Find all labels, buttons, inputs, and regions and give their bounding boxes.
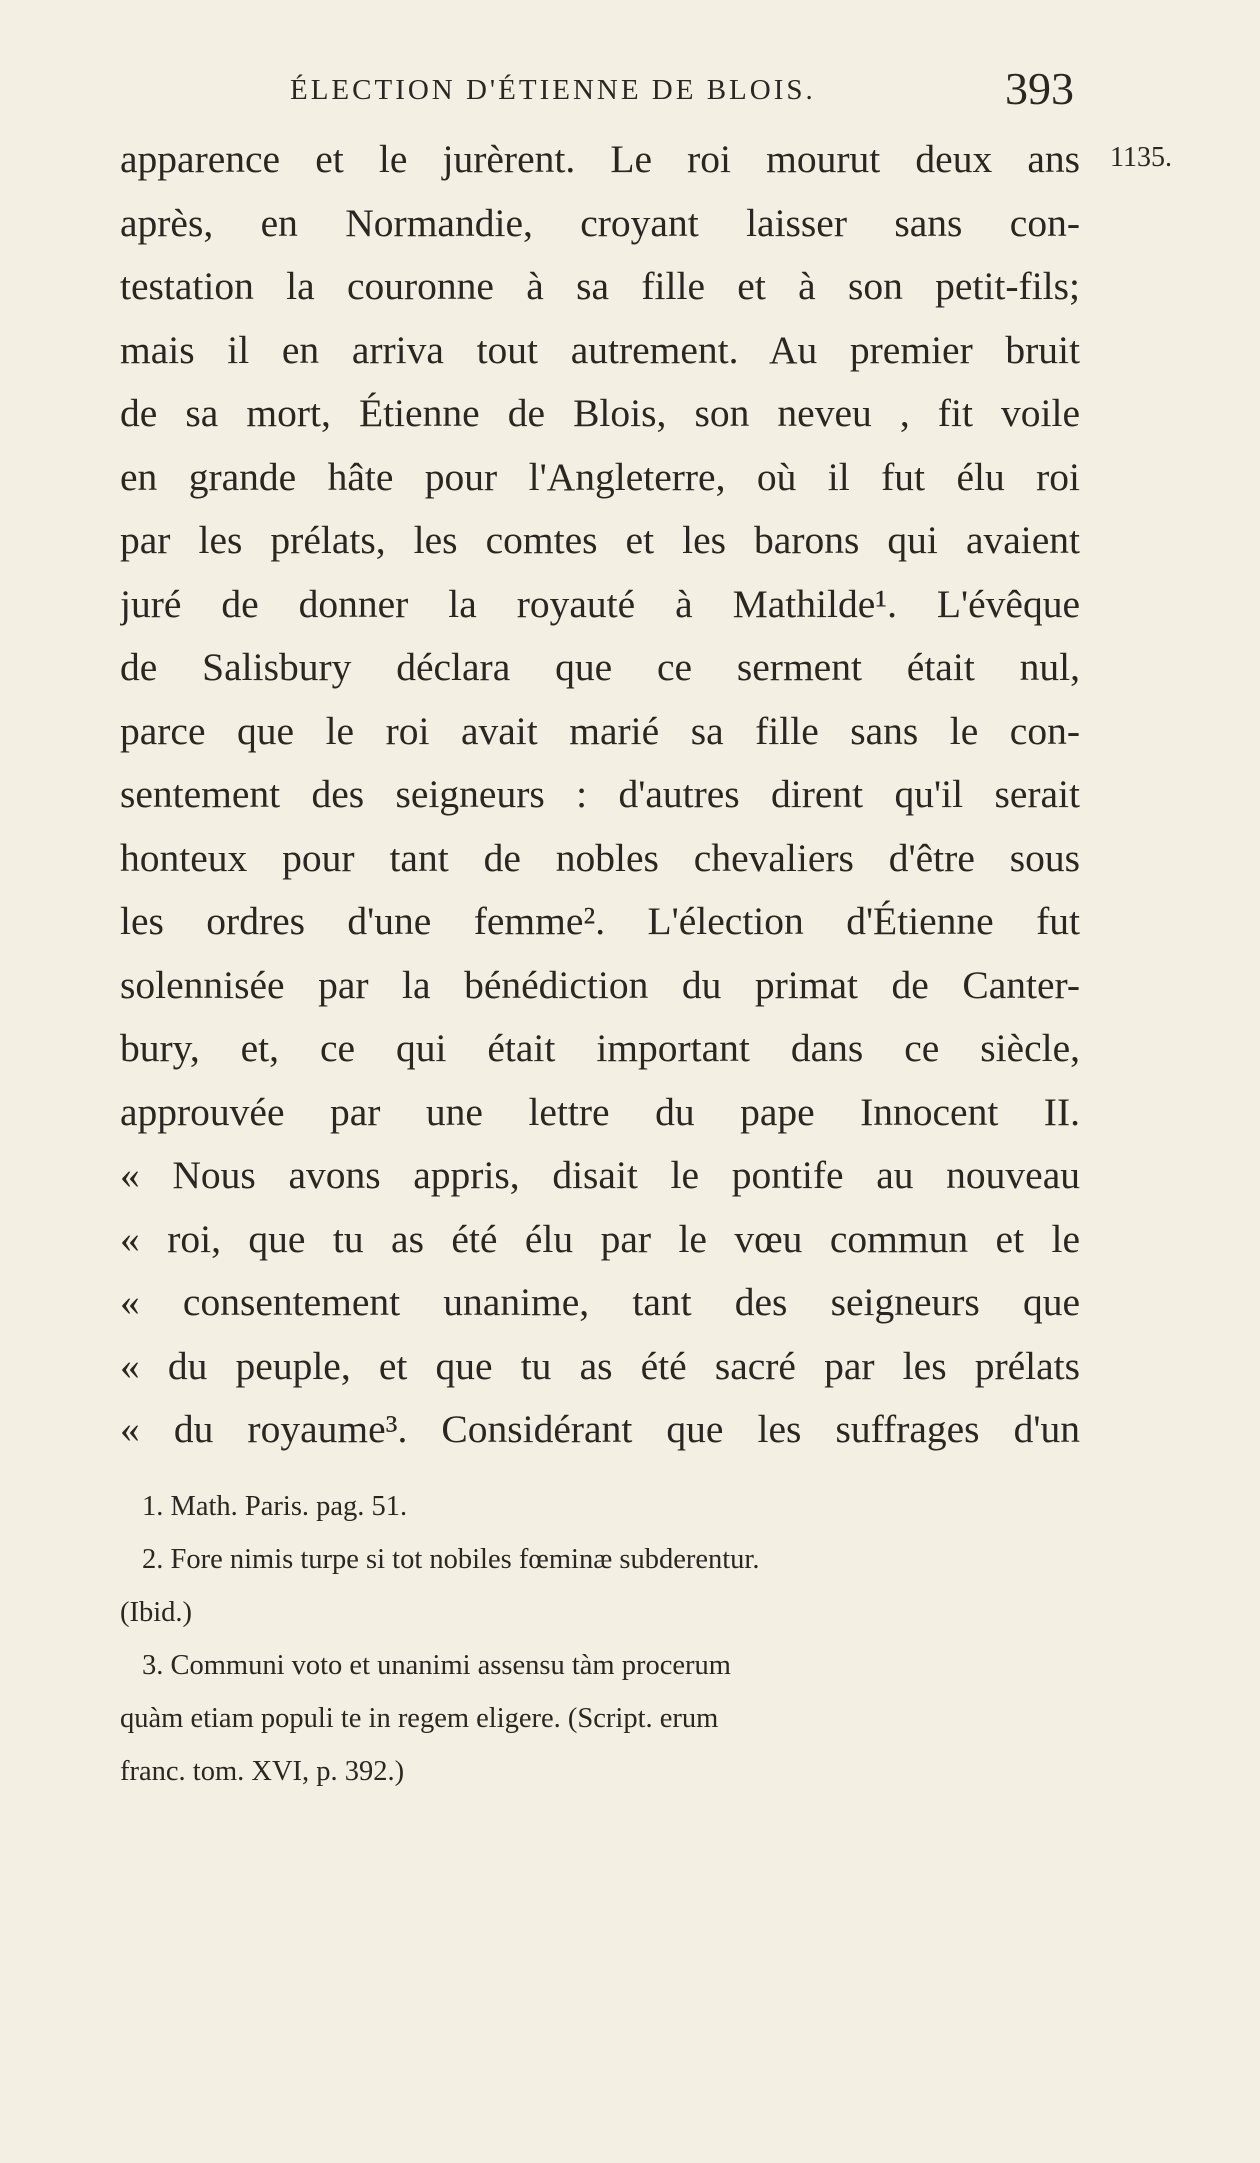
text-line: juré de donner la royauté à Mathilde¹. L'évêque [120,581,1080,626]
text-line: les ordres d'une femme². L'élection d'Étienne fut [120,899,1080,943]
text-line: sentement des seigneurs : d'autres dirent qu'il serait [120,772,1080,816]
footnote-3: 3. Communi voto et unanimi assensu tàm procerum [142,1650,731,1681]
footnote-3-continued: quàm etiam populi te in regem eligere. (Script. erum [120,1703,719,1734]
text-line: approuvée par une lettre du pape Innocent II. [120,1089,1080,1134]
text-line: solennisée par la bénédiction du primat de Canter- [120,962,1080,1007]
body-text [120,128,1080,1462]
text-line: en grande hâte pour l'Angleterre, où il fut élu roi [120,454,1080,499]
text-line: « du peuple, et que tu as été sacré par les prélats [120,1343,1080,1388]
text-line: honteux pour tant de nobles chevaliers d'être sous [120,835,1080,880]
text-line: après, en Normandie, croyant laisser sans con- [120,200,1080,245]
running-title: ÉLECTION D'ÉTIENNE DE BLOIS. [290,74,816,106]
text-line: testation la couronne à sa fille et à son petit-fils; [120,264,1080,308]
text-line: mais il en arriva tout autrement. Au premier bruit [120,327,1080,372]
text-line: de Salisbury déclara que ce serment était nul, [120,645,1080,689]
footnotes [120,1480,1080,1798]
text-line: « du royaume³. Considérant que les suffrages d'un [120,1407,1080,1451]
text-line: parce que le roi avait marié sa fille sans le con- [120,708,1080,753]
text-line: « Nous avons appris, disait le pontife au nouveau [120,1153,1080,1197]
page-header [290,62,1074,122]
text-line: bury, et, ce qui était important dans ce siècle, [120,1026,1080,1070]
footnote-1: 1. Math. Paris. pag. 51. [142,1491,408,1522]
footnote-2-continued: (Ibid.) [120,1597,193,1628]
text-line: apparence et le jurèrent. Le roi mourut deux ans [120,137,1080,181]
footnote-2: 2. Fore nimis turpe si tot nobiles fœminæ subderentur. [142,1544,760,1575]
text-line: par les prélats, les comtes et les barons qui avaient [120,518,1080,562]
text-line: « consentement unanime, tant des seigneurs que [120,1280,1080,1324]
text-line: de sa mort, Étienne de Blois, son neveu , fit voile [120,391,1080,435]
page-number: 393 [1005,63,1074,114]
text-line: « roi, que tu as été élu par le vœu commun et le [120,1216,1080,1261]
footnote-3-continued: franc. tom. XVI, p. 392.) [120,1756,405,1787]
margin-year: 1135. [1110,142,1172,173]
